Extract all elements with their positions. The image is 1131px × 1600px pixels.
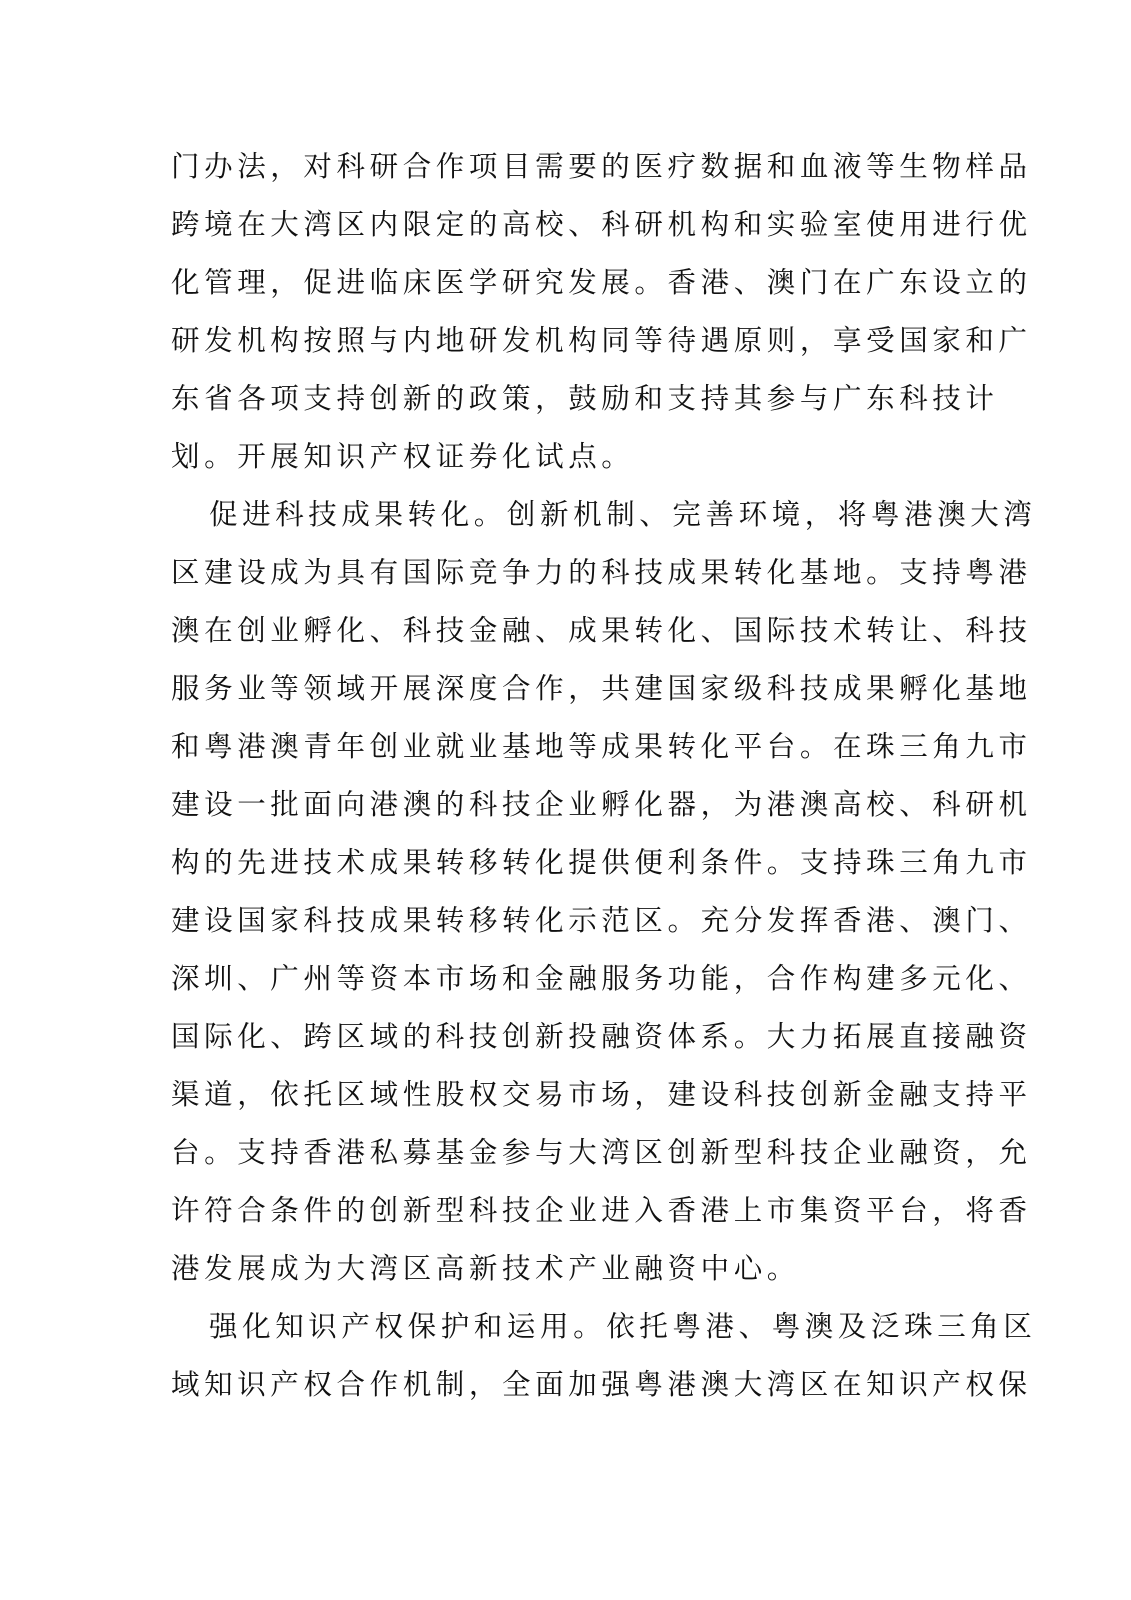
text-line: 建设一批面向港澳的科技企业孵化器，为港澳高校、科研机 xyxy=(171,788,1032,821)
text-line: 台。支持香港私募基金参与大湾区创新型科技企业融资，允 xyxy=(171,1136,1032,1169)
text-line: 国际化、跨区域的科技创新投融资体系。大力拓展直接融资 xyxy=(171,1020,1032,1053)
paragraph xyxy=(171,138,1032,486)
text-line: 服务业等领域开展深度合作，共建国家级科技成果孵化基地 xyxy=(171,672,1032,705)
text-line: 渠道，依托区域性股权交易市场，建设科技创新金融支持平 xyxy=(171,1078,1032,1111)
body-text xyxy=(171,138,1037,1414)
text-line: 域知识产权合作机制，全面加强粤港澳大湾区在知识产权保 xyxy=(171,1368,1032,1401)
text-line: 许符合条件的创新型科技企业进入香港上市集资平台，将香 xyxy=(171,1194,1032,1227)
text-line: 化管理，促进临床医学研究发展。香港、澳门在广东设立的 xyxy=(171,266,1032,299)
text-line: 深圳、广州等资本市场和金融服务功能，合作构建多元化、 xyxy=(171,962,1032,995)
text-line: 建设国家科技成果转移转化示范区。充分发挥香港、澳门、 xyxy=(171,904,1032,937)
text-line: 促进科技成果转化。创新机制、完善环境，将粤港澳大湾 xyxy=(209,498,1037,531)
text-line: 跨境在大湾区内限定的高校、科研机构和实验室使用进行优 xyxy=(171,208,1032,241)
text-line: 强化知识产权保护和运用。依托粤港、粤澳及泛珠三角区 xyxy=(209,1310,1037,1343)
text-line: 区建设成为具有国际竞争力的科技成果转化基地。支持粤港 xyxy=(171,556,1032,589)
text-line: 构的先进技术成果转移转化提供便利条件。支持珠三角九市 xyxy=(171,846,1032,879)
text-line: 东省各项支持创新的政策，鼓励和支持其参与广东科技计 xyxy=(171,382,999,415)
paragraph xyxy=(171,486,1037,1298)
text-line: 划。开展知识产权证券化试点。 xyxy=(171,440,635,473)
text-line: 港发展成为大湾区高新技术产业融资中心。 xyxy=(171,1252,800,1285)
text-line: 澳在创业孵化、科技金融、成果转化、国际技术转让、科技 xyxy=(171,614,1032,647)
paragraph xyxy=(171,1298,1037,1414)
text-line: 和粤港澳青年创业就业基地等成果转化平台。在珠三角九市 xyxy=(171,730,1032,763)
text-line: 研发机构按照与内地研发机构同等待遇原则，享受国家和广 xyxy=(171,324,1032,357)
text-line: 门办法，对科研合作项目需要的医疗数据和血液等生物样品 xyxy=(171,150,1032,183)
